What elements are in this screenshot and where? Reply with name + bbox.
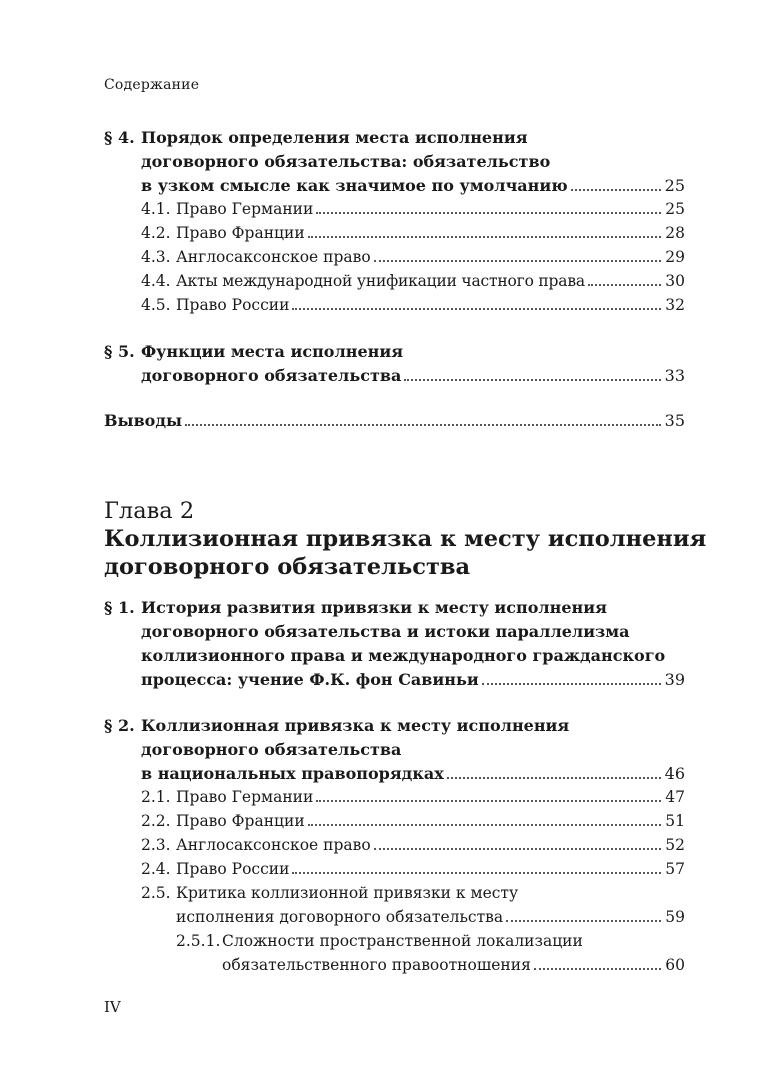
section-title-line: договорного обязательства [141,366,402,385]
section-title-line: в национальных правопорядках [141,764,444,783]
dot-leader [374,260,662,262]
page-number: 25 [665,200,685,218]
section-number: § 1. [104,598,135,617]
toc-entry[interactable] [104,411,685,430]
page-folio: IV [104,998,121,1016]
section-title-line: договорного обязательства и истоки параллелизма [141,622,630,641]
subsection-number: 2.5.1. [176,932,221,950]
page-number: 47 [665,788,685,806]
toc-entry[interactable] [176,248,685,266]
toc-entry[interactable] [176,788,685,806]
subsection-title: Право Франции [176,224,305,242]
page-number: 52 [665,836,685,854]
dot-leader [588,284,661,286]
toc-entry[interactable] [141,764,685,783]
page-number: 33 [664,366,685,385]
conclusions-title: Выводы [104,411,183,430]
subsection-title: Право Германии [176,200,314,218]
subsection-title: исполнения договорного обязательства [176,908,504,926]
page-number: 28 [665,224,685,242]
page-number: 51 [665,812,685,830]
page-number: 59 [665,908,685,926]
section-number: § 5. [104,342,135,361]
subsection-number: 2.3. [141,836,171,854]
dot-leader [316,800,661,802]
section-title-line: договорного обязательства [141,740,402,759]
section-number: § 2. [104,716,135,735]
subsection-title: Право России [176,860,290,878]
subsection-title: Англосаксонское право [176,836,371,854]
subsection-title: Право Франции [176,812,305,830]
section-title-line: Порядок определения места исполнения [141,128,528,147]
subsection-title: Право Германии [176,788,314,806]
subsection-title: Право России [176,296,290,314]
dot-leader [292,872,661,874]
toc-entry[interactable] [222,956,685,974]
chapter-title-line: договорного обязательства [104,554,471,580]
page-number: 60 [665,956,685,974]
dot-leader [506,920,661,922]
dot-leader [374,848,662,850]
toc-entry[interactable] [176,908,685,926]
toc-entry[interactable] [176,860,685,878]
dot-leader [185,424,661,426]
section-title-line: в узком смысле как значимое по умолчанию [141,176,568,195]
section-title-line: договорного обязательства: обязательство [141,152,551,171]
page-number: 29 [665,248,685,266]
toc-entry[interactable] [141,670,685,689]
subsection-title: обязательственного правоотношения [222,956,531,974]
dot-leader [292,308,661,310]
dot-leader [404,379,660,381]
toc-entry[interactable] [176,836,685,854]
subsection-number: 4.5. [141,296,171,314]
section-title-line: коллизионного права и международного гражданского [141,646,666,665]
dot-leader [482,683,661,685]
dot-leader [308,236,662,238]
subsection-title: Акты международной унификации частного права [176,272,585,290]
dot-leader [316,212,661,214]
page-number: 57 [665,860,685,878]
chapter-heading [104,497,706,581]
toc-entry[interactable] [176,200,685,218]
section-title-line: процесса: учение Ф.К. фон Савиньи [141,670,479,689]
subsection-number: 2.2. [141,812,171,830]
subsection-title: Сложности пространственной локализации [222,932,583,950]
section-title-line: История развития привязки к месту исполнения [141,598,607,617]
page-number: 32 [665,296,685,314]
subsection-title: Критика коллизионной привязки к месту [176,884,519,902]
subsection-number: 4.3. [141,248,171,266]
subsection-number: 4.4. [141,272,171,290]
page-number: 39 [664,670,685,689]
page-number: 30 [665,272,685,290]
dot-leader [447,777,661,779]
chapter-number: Глава 2 [104,498,195,524]
subsection-number: 2.1. [141,788,171,806]
toc-entry[interactable] [141,366,685,385]
page-number: 46 [664,764,685,783]
running-header: Содержание [104,77,200,93]
subsection-number: 2.4. [141,860,171,878]
section-title-line: Функции места исполнения [141,342,404,361]
dot-leader [571,189,661,191]
dot-leader [308,824,662,826]
page-number: 25 [664,176,685,195]
toc-entry[interactable] [176,296,685,314]
subsection-title: Англосаксонское право [176,248,371,266]
dot-leader [534,968,661,970]
page-number: 35 [664,411,685,430]
subsection-number: 4.1. [141,200,171,218]
section-number: § 4. [104,128,135,147]
subsection-number: 2.5. [141,884,171,902]
section-title-line: Коллизионная привязка к месту исполнения [141,716,570,735]
toc-entry[interactable] [141,176,685,195]
toc-entry[interactable] [176,224,685,242]
toc-entry[interactable] [176,812,685,830]
chapter-title-line: Коллизионная привязка к месту исполнения [104,526,707,552]
toc-entry[interactable] [176,272,685,290]
subsection-number: 4.2. [141,224,171,242]
